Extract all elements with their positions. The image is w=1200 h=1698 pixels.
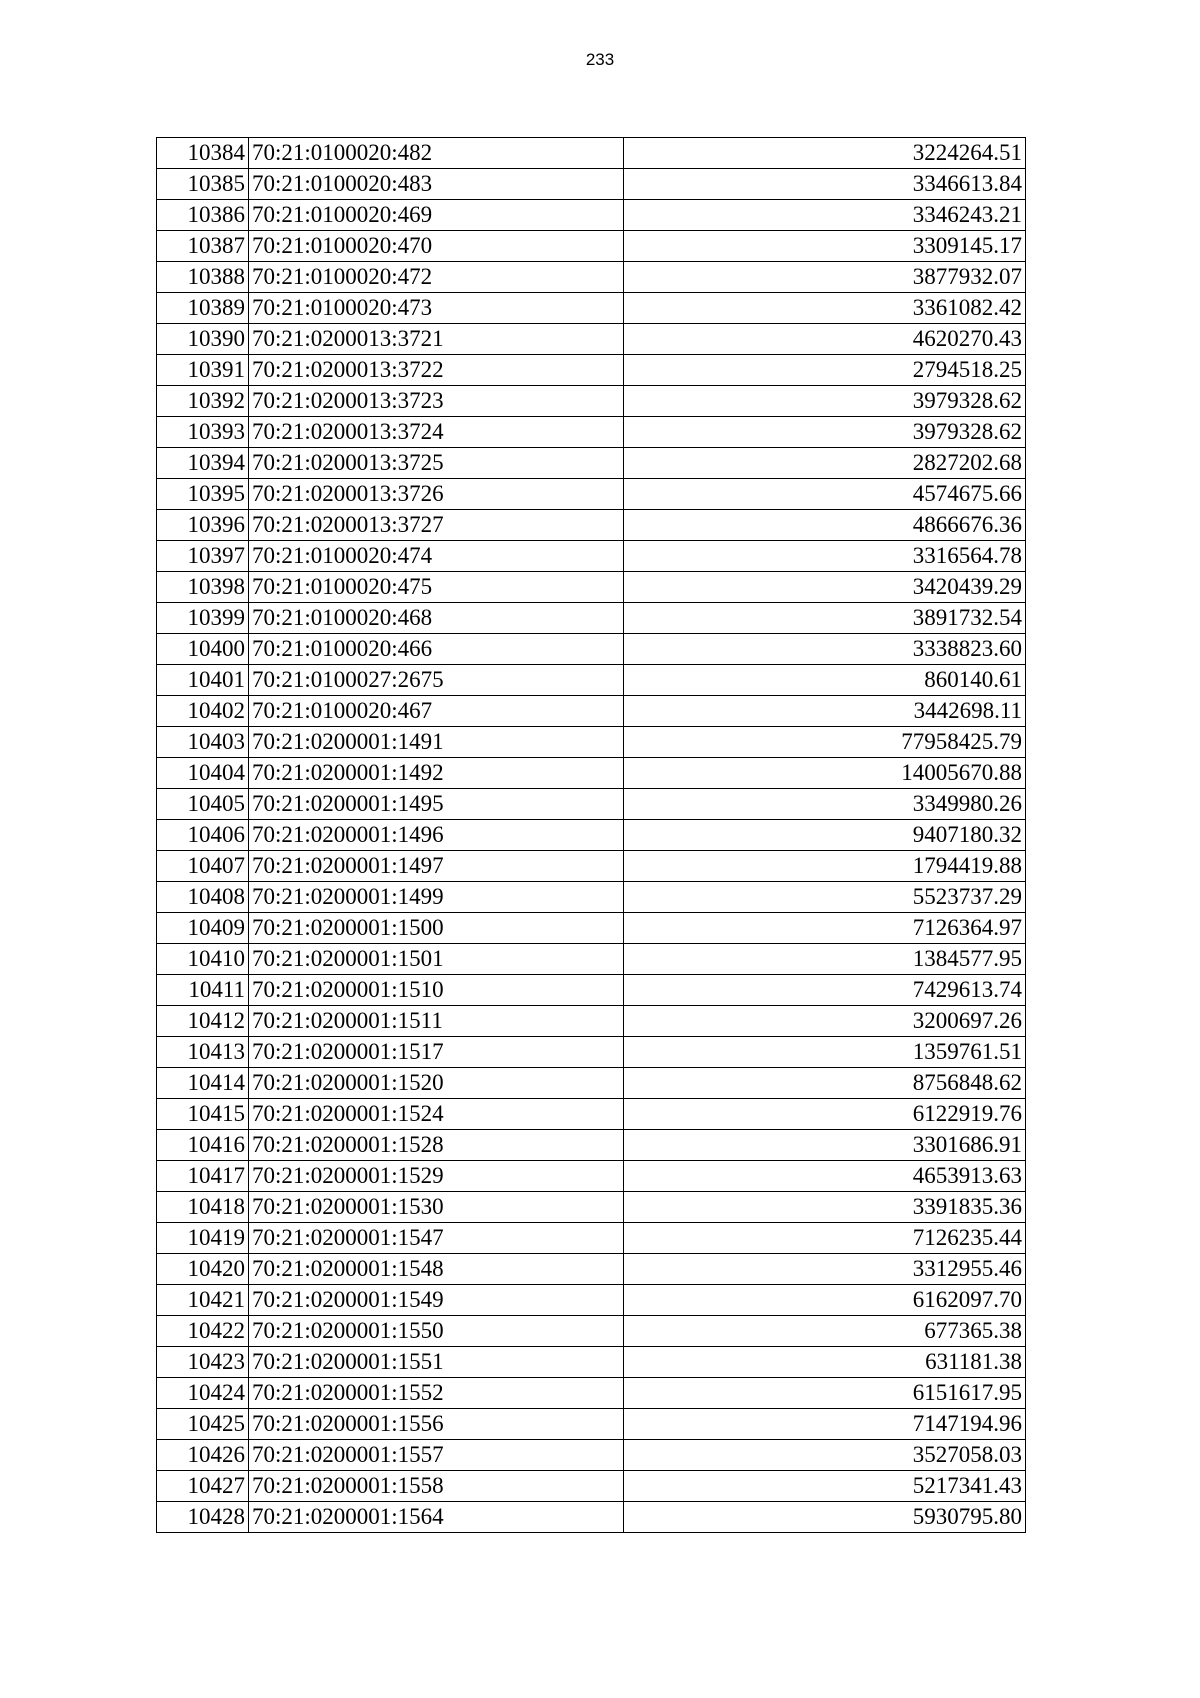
table-row (157, 386, 1026, 417)
cadastral-value-cell: 1384577.95 (624, 944, 1026, 975)
cadastral-value-cell: 3877932.07 (624, 262, 1026, 293)
cadastral-number-cell: 70:21:0100020:483 (249, 169, 624, 200)
cadastral-value-cell: 5523737.29 (624, 882, 1026, 913)
cadastral-number-cell: 70:21:0200001:1551 (249, 1347, 624, 1378)
cadastral-value-cell: 3391835.36 (624, 1192, 1026, 1223)
table-row (157, 789, 1026, 820)
table-row (157, 417, 1026, 448)
cadastral-number-cell: 70:21:0200001:1497 (249, 851, 624, 882)
row-number-cell: 10427 (157, 1471, 249, 1502)
cadastral-value-cell: 3349980.26 (624, 789, 1026, 820)
cadastral-value-cell: 5217341.43 (624, 1471, 1026, 1502)
row-number-cell: 10387 (157, 231, 249, 262)
cadastral-number-cell: 70:21:0200001:1492 (249, 758, 624, 789)
cadastral-number-cell: 70:21:0200001:1530 (249, 1192, 624, 1223)
cadastral-value-cell: 2827202.68 (624, 448, 1026, 479)
table-row (157, 324, 1026, 355)
table-row (157, 1378, 1026, 1409)
cadastral-number-cell: 70:21:0200001:1511 (249, 1006, 624, 1037)
row-number-cell: 10421 (157, 1285, 249, 1316)
row-number-cell: 10428 (157, 1502, 249, 1533)
cadastral-value-cell: 4866676.36 (624, 510, 1026, 541)
table-row (157, 1130, 1026, 1161)
table-row (157, 138, 1026, 169)
cadastral-value-cell: 860140.61 (624, 665, 1026, 696)
cadastral-number-cell: 70:21:0200001:1549 (249, 1285, 624, 1316)
page-number: 233 (585, 50, 615, 69)
row-number-cell: 10424 (157, 1378, 249, 1409)
table-row (157, 479, 1026, 510)
table-row (157, 851, 1026, 882)
cadastral-value-cell: 2794518.25 (624, 355, 1026, 386)
cadastral-value-cell: 3979328.62 (624, 417, 1026, 448)
cadastral-value-cell: 3442698.11 (624, 696, 1026, 727)
row-number-cell: 10412 (157, 1006, 249, 1037)
table-row (157, 1285, 1026, 1316)
cadastral-value-cell: 3301686.91 (624, 1130, 1026, 1161)
table-row (157, 510, 1026, 541)
table-row (157, 355, 1026, 386)
row-number-cell: 10413 (157, 1037, 249, 1068)
cadastral-number-cell: 70:21:0100020:467 (249, 696, 624, 727)
row-number-cell: 10396 (157, 510, 249, 541)
cadastral-number-cell: 70:21:0200001:1491 (249, 727, 624, 758)
cadastral-value-cell: 7429613.74 (624, 975, 1026, 1006)
row-number-cell: 10400 (157, 634, 249, 665)
cadastral-number-cell: 70:21:0200013:3723 (249, 386, 624, 417)
row-number-cell: 10394 (157, 448, 249, 479)
row-number-cell: 10397 (157, 541, 249, 572)
table-row (157, 1316, 1026, 1347)
cadastral-number-cell: 70:21:0100020:469 (249, 200, 624, 231)
table-row (157, 696, 1026, 727)
cadastral-number-cell: 70:21:0200001:1517 (249, 1037, 624, 1068)
cadastral-number-cell: 70:21:0200001:1496 (249, 820, 624, 851)
row-number-cell: 10405 (157, 789, 249, 820)
row-number-cell: 10402 (157, 696, 249, 727)
row-number-cell: 10426 (157, 1440, 249, 1471)
table-row (157, 1440, 1026, 1471)
table-row (157, 1068, 1026, 1099)
row-number-cell: 10417 (157, 1161, 249, 1192)
cadastral-value-cell: 3527058.03 (624, 1440, 1026, 1471)
row-number-cell: 10392 (157, 386, 249, 417)
cadastral-value-cell: 3420439.29 (624, 572, 1026, 603)
cadastral-number-cell: 70:21:0100020:466 (249, 634, 624, 665)
table-row (157, 727, 1026, 758)
row-number-cell: 10390 (157, 324, 249, 355)
cadastral-number-cell: 70:21:0200001:1529 (249, 1161, 624, 1192)
cadastral-number-cell: 70:21:0200001:1564 (249, 1502, 624, 1533)
cadastral-value-cell: 7147194.96 (624, 1409, 1026, 1440)
cadastral-number-cell: 70:21:0200001:1558 (249, 1471, 624, 1502)
cadastral-value-cell: 3200697.26 (624, 1006, 1026, 1037)
row-number-cell: 10391 (157, 355, 249, 386)
cadastral-number-cell: 70:21:0200001:1501 (249, 944, 624, 975)
cadastral-value-cell: 3346613.84 (624, 169, 1026, 200)
table-row (157, 975, 1026, 1006)
cadastral-number-cell: 70:21:0200001:1510 (249, 975, 624, 1006)
row-number-cell: 10408 (157, 882, 249, 913)
table-row (157, 448, 1026, 479)
cadastral-value-cell: 77958425.79 (624, 727, 1026, 758)
table-row (157, 1409, 1026, 1440)
cadastral-number-cell: 70:21:0200013:3721 (249, 324, 624, 355)
cadastral-number-cell: 70:21:0100020:468 (249, 603, 624, 634)
cadastral-value-cell: 6151617.95 (624, 1378, 1026, 1409)
row-number-cell: 10393 (157, 417, 249, 448)
table-row (157, 758, 1026, 789)
cadastral-number-cell: 70:21:0100020:482 (249, 138, 624, 169)
cadastral-number-cell: 70:21:0100020:470 (249, 231, 624, 262)
table-row (157, 169, 1026, 200)
row-number-cell: 10410 (157, 944, 249, 975)
row-number-cell: 10385 (157, 169, 249, 200)
table-row (157, 1006, 1026, 1037)
cadastral-value-cell: 6122919.76 (624, 1099, 1026, 1130)
cadastral-value-cell: 3224264.51 (624, 138, 1026, 169)
row-number-cell: 10406 (157, 820, 249, 851)
row-number-cell: 10399 (157, 603, 249, 634)
cadastral-number-cell: 70:21:0200001:1550 (249, 1316, 624, 1347)
cadastral-value-cell: 3891732.54 (624, 603, 1026, 634)
cadastral-number-cell: 70:21:0200001:1552 (249, 1378, 624, 1409)
cadastral-number-cell: 70:21:0200013:3727 (249, 510, 624, 541)
table-row (157, 820, 1026, 851)
cadastral-value-cell: 3312955.46 (624, 1254, 1026, 1285)
cadastral-number-cell: 70:21:0100020:475 (249, 572, 624, 603)
row-number-cell: 10411 (157, 975, 249, 1006)
row-number-cell: 10414 (157, 1068, 249, 1099)
table-row (157, 1099, 1026, 1130)
cadastral-number-cell: 70:21:0200001:1520 (249, 1068, 624, 1099)
cadastral-value-cell: 9407180.32 (624, 820, 1026, 851)
table-row (157, 665, 1026, 696)
cadastral-number-cell: 70:21:0200013:3722 (249, 355, 624, 386)
cadastral-value-cell: 3309145.17 (624, 231, 1026, 262)
cadastral-number-cell: 70:21:0100020:474 (249, 541, 624, 572)
cadastral-number-cell: 70:21:0100020:473 (249, 293, 624, 324)
row-number-cell: 10384 (157, 138, 249, 169)
cadastral-value-cell: 7126235.44 (624, 1223, 1026, 1254)
cadastral-value-cell: 7126364.97 (624, 913, 1026, 944)
table-row (157, 293, 1026, 324)
row-number-cell: 10423 (157, 1347, 249, 1378)
row-number-cell: 10404 (157, 758, 249, 789)
cadastral-number-cell: 70:21:0200001:1547 (249, 1223, 624, 1254)
table-row (157, 1254, 1026, 1285)
row-number-cell: 10407 (157, 851, 249, 882)
row-number-cell: 10418 (157, 1192, 249, 1223)
cadastral-value-cell: 1794419.88 (624, 851, 1026, 882)
cadastral-number-cell: 70:21:0200013:3724 (249, 417, 624, 448)
cadastral-value-cell: 4653913.63 (624, 1161, 1026, 1192)
cadastral-number-cell: 70:21:0200001:1500 (249, 913, 624, 944)
table-row (157, 572, 1026, 603)
cadastral-number-cell: 70:21:0200001:1524 (249, 1099, 624, 1130)
table-row (157, 1223, 1026, 1254)
cadastral-value-table (156, 137, 1026, 1533)
cadastral-number-cell: 70:21:0200013:3725 (249, 448, 624, 479)
table-row (157, 541, 1026, 572)
table-row (157, 882, 1026, 913)
table-row (157, 1471, 1026, 1502)
cadastral-value-cell: 4620270.43 (624, 324, 1026, 355)
table-body (157, 138, 1026, 1533)
cadastral-value-cell: 3361082.42 (624, 293, 1026, 324)
table-row (157, 1502, 1026, 1533)
cadastral-value-cell: 3338823.60 (624, 634, 1026, 665)
table-row (157, 200, 1026, 231)
cadastral-value-cell: 4574675.66 (624, 479, 1026, 510)
table-row (157, 262, 1026, 293)
row-number-cell: 10398 (157, 572, 249, 603)
cadastral-value-cell: 5930795.80 (624, 1502, 1026, 1533)
cadastral-number-cell: 70:21:0200001:1548 (249, 1254, 624, 1285)
row-number-cell: 10419 (157, 1223, 249, 1254)
cadastral-number-cell: 70:21:0200001:1556 (249, 1409, 624, 1440)
row-number-cell: 10388 (157, 262, 249, 293)
row-number-cell: 10422 (157, 1316, 249, 1347)
table-row (157, 944, 1026, 975)
cadastral-number-cell: 70:21:0100027:2675 (249, 665, 624, 696)
cadastral-number-cell: 70:21:0200001:1499 (249, 882, 624, 913)
cadastral-value-cell: 3979328.62 (624, 386, 1026, 417)
row-number-cell: 10416 (157, 1130, 249, 1161)
row-number-cell: 10420 (157, 1254, 249, 1285)
table-row (157, 1347, 1026, 1378)
table-row (157, 1192, 1026, 1223)
cadastral-value-cell: 14005670.88 (624, 758, 1026, 789)
table-row (157, 1037, 1026, 1068)
table-row (157, 634, 1026, 665)
cadastral-number-cell: 70:21:0200001:1495 (249, 789, 624, 820)
cadastral-number-cell: 70:21:0100020:472 (249, 262, 624, 293)
row-number-cell: 10389 (157, 293, 249, 324)
cadastral-value-cell: 631181.38 (624, 1347, 1026, 1378)
cadastral-value-cell: 3346243.21 (624, 200, 1026, 231)
cadastral-value-cell: 1359761.51 (624, 1037, 1026, 1068)
row-number-cell: 10409 (157, 913, 249, 944)
cadastral-number-cell: 70:21:0200013:3726 (249, 479, 624, 510)
table-row (157, 231, 1026, 262)
cadastral-value-cell: 3316564.78 (624, 541, 1026, 572)
row-number-cell: 10415 (157, 1099, 249, 1130)
row-number-cell: 10401 (157, 665, 249, 696)
row-number-cell: 10386 (157, 200, 249, 231)
cadastral-value-cell: 677365.38 (624, 1316, 1026, 1347)
table-row (157, 1161, 1026, 1192)
cadastral-number-cell: 70:21:0200001:1557 (249, 1440, 624, 1471)
cadastral-value-cell: 8756848.62 (624, 1068, 1026, 1099)
cadastral-value-cell: 6162097.70 (624, 1285, 1026, 1316)
row-number-cell: 10403 (157, 727, 249, 758)
cadastral-number-cell: 70:21:0200001:1528 (249, 1130, 624, 1161)
table-row (157, 603, 1026, 634)
table-row (157, 913, 1026, 944)
row-number-cell: 10425 (157, 1409, 249, 1440)
row-number-cell: 10395 (157, 479, 249, 510)
